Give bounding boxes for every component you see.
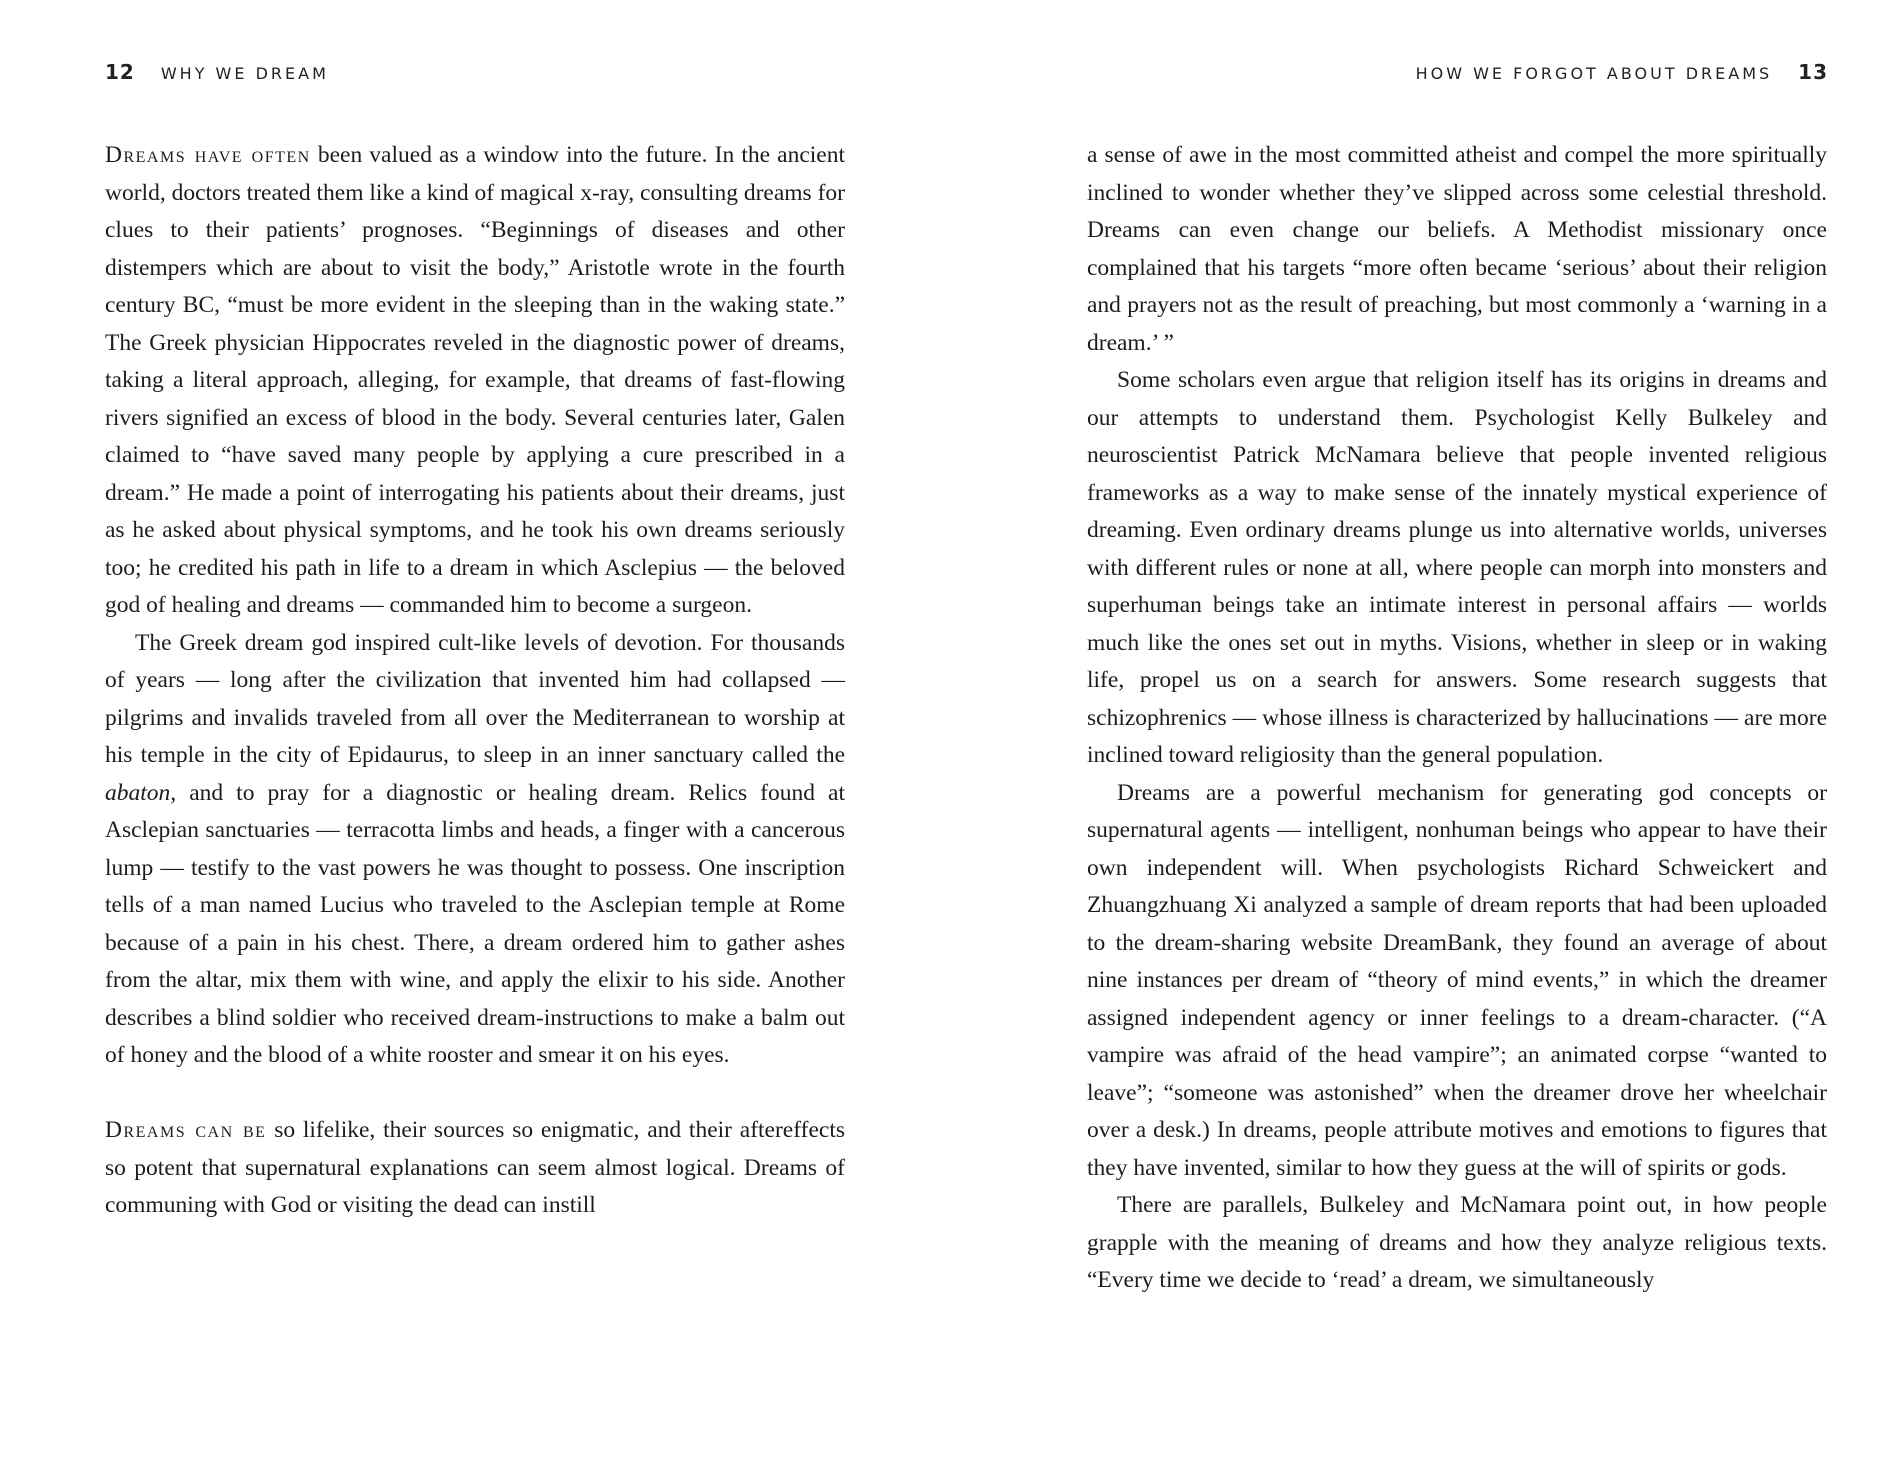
era-abbreviation: BC xyxy=(182,292,215,318)
paragraph-text: The Greek dream god inspired cult-like levels of devotion. For thousands of years — long after the civilization that invented him had collapsed — pilgrims and invalids traveled from all over the Mediterranean to worship at his temple in the city of Epidaurus, to sleep in an inner sanctuary called the xyxy=(105,629,845,768)
right-running-head xyxy=(1416,60,1828,84)
right-running-title: HOW WE FORGOT ABOUT DREAMS xyxy=(1415,64,1773,83)
paragraph: There are parallels, Bulkeley and McNamara point out, in how people grapple with the meaning of dreams and how they analyze religious texts. “Every time we decide to ‘read’ a dream, we simultaneously xyxy=(1087,1192,1827,1293)
section-lead-in: Dreams have often xyxy=(105,142,311,168)
left-running-head xyxy=(105,60,329,84)
paragraph xyxy=(105,1112,845,1225)
paragraph-text: so lifelike, their sources so enigmatic, and their aftereffects so potent that supernatural explanations can seem almost logical. Dreams of communing with God or visiting the dead can instill xyxy=(105,1117,845,1218)
right-page xyxy=(950,0,1900,1479)
right-body-text xyxy=(1087,137,1827,1300)
paragraph-text: , “must be more evident in the sleeping than in the waking state.” The Greek physician Hippocrates reveled in the diagnostic power of dreams, taking a literal approach, alleging, for example, that dreams of fast-flowing rivers signified an excess of blood in the body. Several centuries later, Galen claimed to “have saved many people by applying a cure prescribed in a dream.” He made a point of interrogating his patients about their dreams, just as he asked about physical symptoms, and he took his own dreams seriously too; he credited his path in life to a dream in which Asclepius — the beloved god of healing and dreams — commanded him to become a surgeon. xyxy=(105,292,845,618)
right-page-number: 13 xyxy=(1798,60,1828,84)
paragraph-text: been valued as a window into the future. In the ancient world, doctors treated them like a kind of magical x-ray, consulting dreams for clues to their patients’ prognoses. “Beginnings of diseases and other distempers which are about to visit the body,” Aristotle wrote in the fourth century xyxy=(105,142,845,318)
paragraph: a sense of awe in the most committed atheist and compel the more spiritually inclined to wonder whether they’ve slipped across some celestial threshold. Dreams can even change our beliefs. A Methodist missionary once complained that his targets “more often became ‘serious’ about their religion and prayers not as the result of preaching, but most commonly a ‘warning in a dream.’ ” xyxy=(1087,142,1827,356)
paragraph-text: , and to pray for a diagnostic or healing dream. Relics found at Asclepian sanctuaries — terracotta limbs and heads, a finger with a cancerous lump — testify to the vast powers he was thought to possess. One inscription tells of a man named Lucius who traveled to the Asclepian temple at Rome because of a pain in his chest. There, a dream ordered him to gather ashes from the altar, mix them with wine, and apply the elixir to his side. Another describes a blind soldier who received dream-instructions to make a balm out of honey and the blood of a white rooster and smear it on his eyes. xyxy=(105,779,845,1068)
italic-term: abaton xyxy=(105,779,171,806)
left-running-title: WHY WE DREAM xyxy=(160,64,329,83)
paragraph xyxy=(105,625,845,1075)
left-page-number: 12 xyxy=(105,60,135,84)
paragraph xyxy=(105,137,845,625)
left-body-text xyxy=(105,137,845,1225)
section-lead-in: Dreams can be xyxy=(105,1117,267,1143)
paragraph: Dreams are a powerful mechanism for generating god concepts or supernatural agents — intelligent, nonhuman beings who appear to have their own independent will. When psychologists Richard Schweickert and Zhuangzhuang Xi analyzed a sample of dream reports that had been uploaded to the dream-sharing website DreamBank, they found an average of about nine instances per dream of “theory of mind events,” in which the dreamer assigned independent agency or inner feelings to a dream-character. (“A vampire was afraid of the head vampire”; an animated corpse “wanted to leave”; “someone was astonished” when the dreamer drove her wheelchair over a desk.) In dreams, people attribute motives and emotions to figures that they have invented, similar to how they guess at the will of spirits or gods. xyxy=(1087,779,1827,1181)
paragraph: Some scholars even argue that religion itself has its origins in dreams and our attempts to understand them. Psychologist Kelly Bulkeley and neuroscientist Patrick McNamara believe that people invented religious frameworks as a way to make sense of the innately mystical experience of dreaming. Even ordinary dreams plunge us into alternative worlds, universes with different rules or none at all, where people can morph into monsters and superhuman beings take an intimate interest in personal affairs — worlds much like the ones set out in myths. Visions, whether in sleep or in waking life, propel us on a search for answers. Some research suggests that schizophrenics — whose illness is characterized by hallucinations — are more inclined toward religiosity than the general population. xyxy=(1087,367,1827,768)
